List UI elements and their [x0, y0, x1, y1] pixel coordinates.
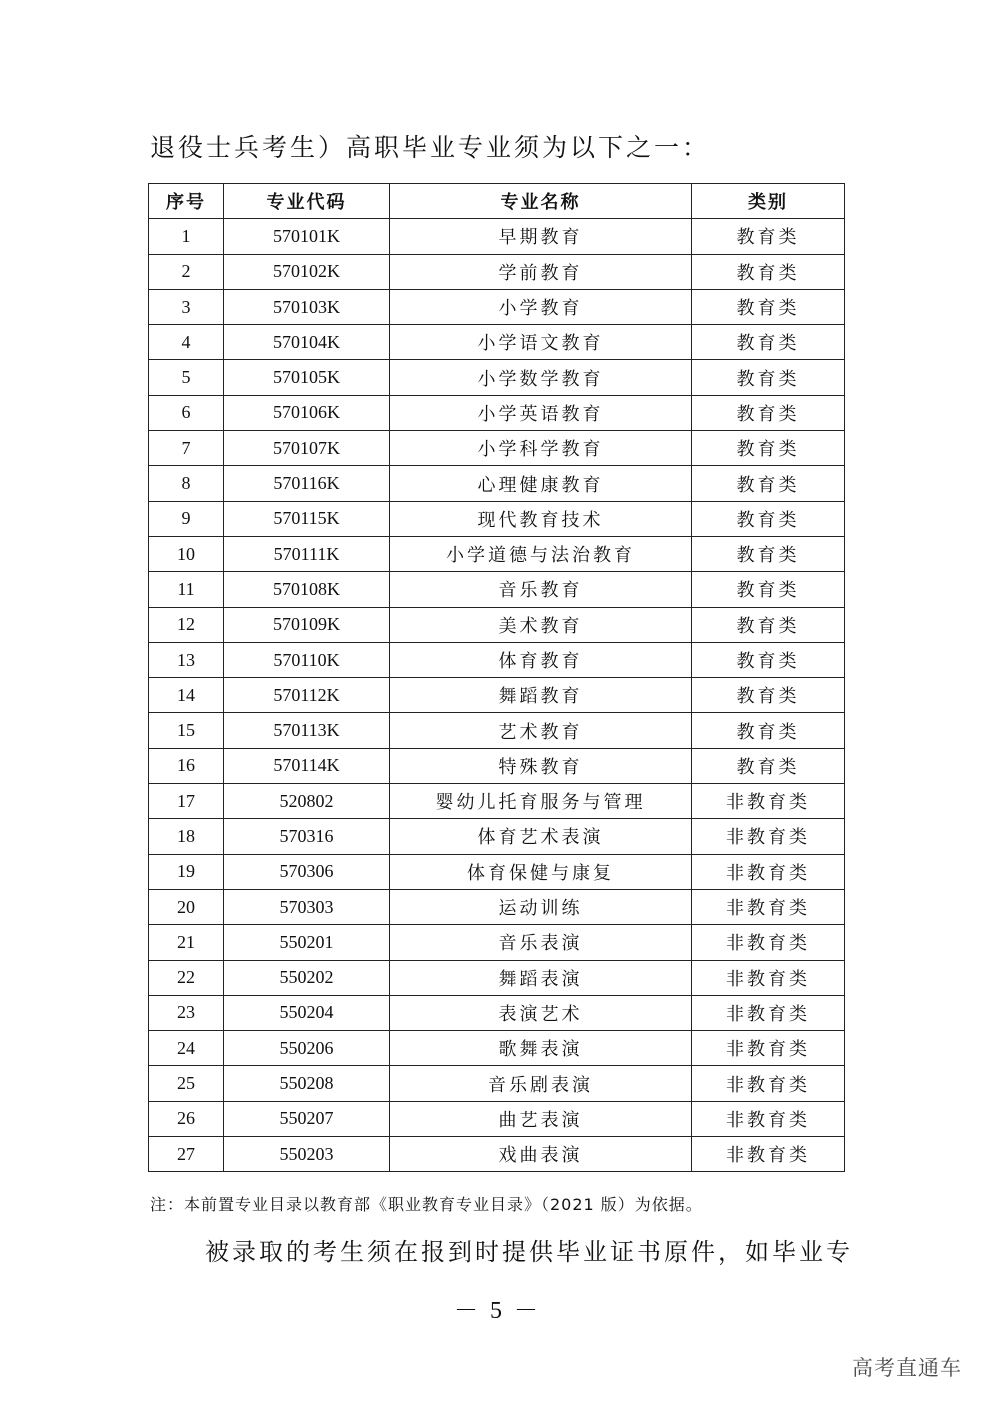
- table-row: [149, 572, 845, 607]
- cell-category: 教育类: [692, 289, 845, 324]
- cell-category: 教育类: [692, 395, 845, 430]
- cell-code: 570113K: [224, 713, 390, 748]
- cell-code: 570111K: [224, 536, 390, 571]
- cell-name: 表演艺术: [390, 995, 692, 1030]
- cell-category: 教育类: [692, 360, 845, 395]
- cell-name: 歌舞表演: [390, 1031, 692, 1066]
- cell-name: 美术教育: [390, 607, 692, 642]
- table-row: [149, 395, 845, 430]
- cell-seq: 14: [149, 678, 224, 713]
- cell-code: 570306: [224, 854, 390, 889]
- cell-name: 舞蹈表演: [390, 960, 692, 995]
- cell-seq: 4: [149, 325, 224, 360]
- cell-seq: 13: [149, 642, 224, 677]
- cell-name: 小学数学教育: [390, 360, 692, 395]
- cell-code: 550208: [224, 1066, 390, 1101]
- cell-seq: 9: [149, 501, 224, 536]
- cell-code: 570303: [224, 889, 390, 924]
- cell-code: 570112K: [224, 678, 390, 713]
- cell-category: 教育类: [692, 325, 845, 360]
- cell-seq: 20: [149, 889, 224, 924]
- cell-category: 非教育类: [692, 1066, 845, 1101]
- cell-code: 570109K: [224, 607, 390, 642]
- cell-seq: 15: [149, 713, 224, 748]
- page-number: － 5 －: [454, 1298, 538, 1324]
- cell-name: 婴幼儿托育服务与管理: [390, 784, 692, 819]
- cell-category: 教育类: [692, 678, 845, 713]
- cell-category: 教育类: [692, 219, 845, 254]
- cell-name: 心理健康教育: [390, 466, 692, 501]
- table-row: [149, 607, 845, 642]
- cell-code: 570107K: [224, 431, 390, 466]
- table-row: [149, 254, 845, 289]
- cell-category: 非教育类: [692, 854, 845, 889]
- header-name: 专业名称: [390, 184, 692, 219]
- table-row: [149, 889, 845, 924]
- cell-category: 非教育类: [692, 960, 845, 995]
- table-row: [149, 1031, 845, 1066]
- body-paragraph: 被录取的考生须在报到时提供毕业证书原件，如毕业专: [205, 1238, 853, 1266]
- cell-name: 小学语文教育: [390, 325, 692, 360]
- intro-line: 退役士兵考生）高职毕业专业须为以下之一：: [150, 133, 711, 162]
- header-seq: 序号: [149, 184, 224, 219]
- cell-code: 570105K: [224, 360, 390, 395]
- cell-code: 550206: [224, 1031, 390, 1066]
- header-code: 专业代码: [224, 184, 390, 219]
- cell-seq: 24: [149, 1031, 224, 1066]
- cell-name: 体育教育: [390, 642, 692, 677]
- cell-code: 520802: [224, 784, 390, 819]
- table-row: [149, 1137, 845, 1172]
- cell-name: 小学道德与法治教育: [390, 536, 692, 571]
- cell-name: 音乐教育: [390, 572, 692, 607]
- cell-category: 教育类: [692, 713, 845, 748]
- cell-name: 体育保健与康复: [390, 854, 692, 889]
- cell-name: 音乐剧表演: [390, 1066, 692, 1101]
- table-row: [149, 713, 845, 748]
- table-row: [149, 995, 845, 1030]
- cell-seq: 5: [149, 360, 224, 395]
- cell-code: 570108K: [224, 572, 390, 607]
- cell-seq: 18: [149, 819, 224, 854]
- table-row: [149, 536, 845, 571]
- cell-name: 运动训练: [390, 889, 692, 924]
- cell-code: 570101K: [224, 219, 390, 254]
- cell-seq: 26: [149, 1101, 224, 1136]
- watermark: 高考直通车: [852, 1356, 962, 1380]
- table-row: [149, 466, 845, 501]
- cell-category: 教育类: [692, 466, 845, 501]
- table-row: [149, 431, 845, 466]
- cell-seq: 6: [149, 395, 224, 430]
- cell-code: 570114K: [224, 748, 390, 783]
- cell-code: 570115K: [224, 501, 390, 536]
- cell-name: 特殊教育: [390, 748, 692, 783]
- cell-seq: 19: [149, 854, 224, 889]
- table-header-row: [149, 184, 845, 219]
- cell-category: 教育类: [692, 572, 845, 607]
- cell-name: 小学英语教育: [390, 395, 692, 430]
- cell-category: 非教育类: [692, 819, 845, 854]
- cell-code: 550201: [224, 925, 390, 960]
- table-row: [149, 360, 845, 395]
- cell-code: 570316: [224, 819, 390, 854]
- cell-seq: 3: [149, 289, 224, 324]
- cell-seq: 21: [149, 925, 224, 960]
- cell-category: 教育类: [692, 501, 845, 536]
- cell-category: 教育类: [692, 254, 845, 289]
- table-row: [149, 501, 845, 536]
- table-row: [149, 678, 845, 713]
- cell-name: 舞蹈教育: [390, 678, 692, 713]
- cell-name: 艺术教育: [390, 713, 692, 748]
- cell-code: 570116K: [224, 466, 390, 501]
- cell-code: 570104K: [224, 325, 390, 360]
- majors-table: [148, 183, 845, 1172]
- cell-code: 550202: [224, 960, 390, 995]
- cell-seq: 2: [149, 254, 224, 289]
- cell-name: 早期教育: [390, 219, 692, 254]
- cell-name: 曲艺表演: [390, 1101, 692, 1136]
- cell-seq: 8: [149, 466, 224, 501]
- cell-seq: 12: [149, 607, 224, 642]
- cell-seq: 27: [149, 1137, 224, 1172]
- cell-category: 教育类: [692, 431, 845, 466]
- table-row: [149, 925, 845, 960]
- cell-category: 非教育类: [692, 1137, 845, 1172]
- cell-name: 小学教育: [390, 289, 692, 324]
- cell-code: 550207: [224, 1101, 390, 1136]
- cell-name: 学前教育: [390, 254, 692, 289]
- cell-code: 550203: [224, 1137, 390, 1172]
- cell-name: 音乐表演: [390, 925, 692, 960]
- cell-seq: 25: [149, 1066, 224, 1101]
- table-body: [149, 219, 845, 1172]
- table-row: [149, 748, 845, 783]
- cell-category: 非教育类: [692, 995, 845, 1030]
- cell-category: 非教育类: [692, 889, 845, 924]
- table-row: [149, 854, 845, 889]
- cell-seq: 7: [149, 431, 224, 466]
- cell-seq: 1: [149, 219, 224, 254]
- cell-name: 现代教育技术: [390, 501, 692, 536]
- cell-category: 教育类: [692, 607, 845, 642]
- table-row: [149, 325, 845, 360]
- cell-seq: 22: [149, 960, 224, 995]
- cell-seq: 11: [149, 572, 224, 607]
- table-row: [149, 960, 845, 995]
- cell-category: 非教育类: [692, 1031, 845, 1066]
- table-row: [149, 1101, 845, 1136]
- cell-seq: 16: [149, 748, 224, 783]
- table-row: [149, 784, 845, 819]
- cell-seq: 10: [149, 536, 224, 571]
- cell-code: 570103K: [224, 289, 390, 324]
- header-category: 类别: [692, 184, 845, 219]
- cell-code: 570106K: [224, 395, 390, 430]
- table-row: [149, 1066, 845, 1101]
- cell-seq: 23: [149, 995, 224, 1030]
- cell-code: 550204: [224, 995, 390, 1030]
- cell-category: 教育类: [692, 536, 845, 571]
- cell-category: 教育类: [692, 642, 845, 677]
- cell-category: 教育类: [692, 748, 845, 783]
- cell-seq: 17: [149, 784, 224, 819]
- footnote: 注：本前置专业目录以教育部《职业教育专业目录》（2021 版）为依据。: [150, 1195, 703, 1214]
- cell-code: 570110K: [224, 642, 390, 677]
- table-row: [149, 819, 845, 854]
- cell-name: 体育艺术表演: [390, 819, 692, 854]
- cell-category: 非教育类: [692, 925, 845, 960]
- cell-name: 小学科学教育: [390, 431, 692, 466]
- cell-code: 570102K: [224, 254, 390, 289]
- table-row: [149, 642, 845, 677]
- table-row: [149, 219, 845, 254]
- cell-category: 非教育类: [692, 784, 845, 819]
- table-row: [149, 289, 845, 324]
- cell-name: 戏曲表演: [390, 1137, 692, 1172]
- cell-category: 非教育类: [692, 1101, 845, 1136]
